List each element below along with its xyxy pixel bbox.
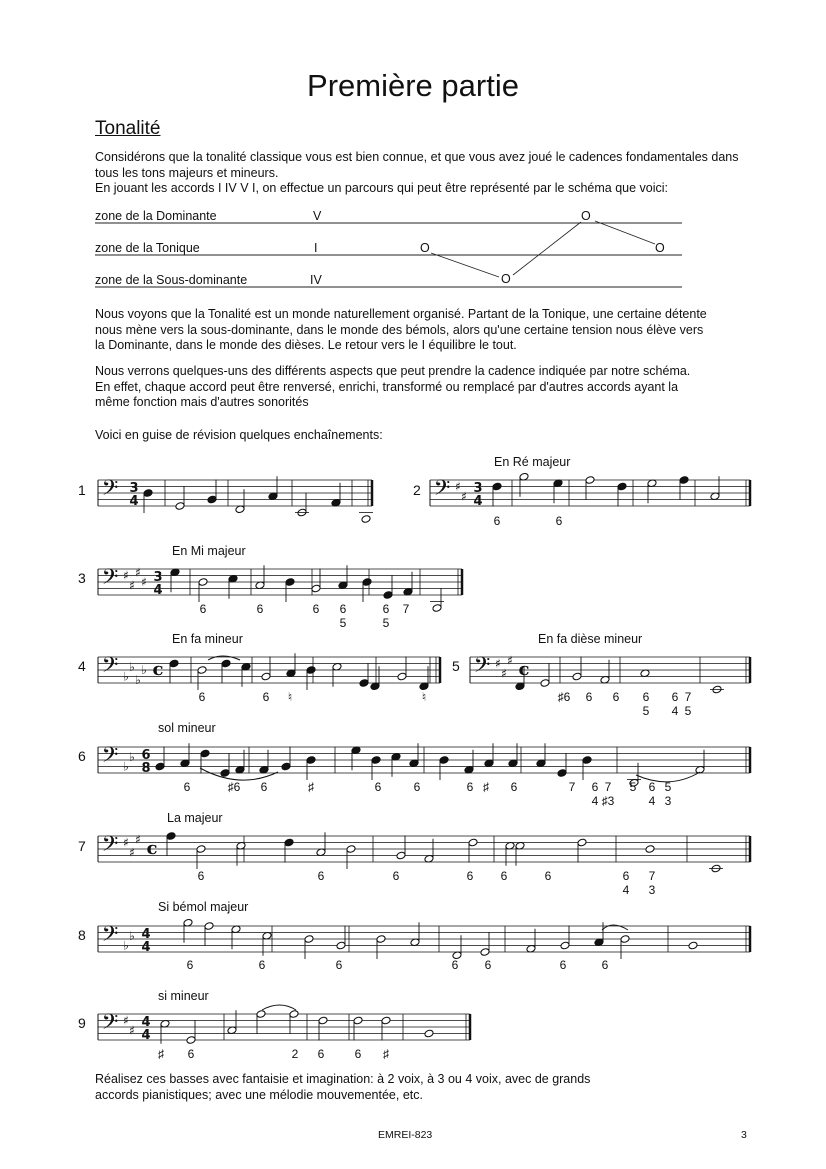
time-signature-bottom: 4	[153, 583, 163, 598]
half-note	[336, 941, 346, 950]
half-note	[397, 672, 407, 681]
degree-iv: IV	[310, 273, 322, 287]
figured-bass-number: 6	[484, 958, 492, 972]
half-note	[468, 838, 478, 847]
half-note	[381, 1016, 391, 1025]
figured-bass-number: 6 4	[591, 780, 599, 808]
sharp-icon: ♯	[455, 479, 461, 494]
page-title: Première partie	[307, 68, 519, 103]
figured-bass-number: 6	[466, 780, 474, 794]
figured-bass-number: 6	[198, 690, 206, 704]
half-note	[256, 1010, 266, 1019]
degree-i: I	[314, 241, 318, 255]
figured-bass-number: 6	[559, 958, 567, 972]
example-number: 3	[78, 570, 86, 586]
figured-bass-number: 6	[510, 780, 518, 794]
figured-bass-number: ♯	[383, 1047, 389, 1061]
flat-icon: ♭	[123, 938, 129, 953]
text-line: Considérons que la tonalité classique vous est bien connue, et que vous avez joué le cadences fondamentales dans	[95, 150, 739, 164]
sharp-icon: ♯	[123, 1013, 129, 1028]
half-note	[311, 584, 321, 593]
closing-paragraph	[95, 1072, 755, 1103]
sharp-icon: ♯	[123, 568, 129, 583]
text-line: En jouant les accords I IV V I, on effectue un parcours qui peut être représenté par le schéma que voici:	[95, 181, 669, 195]
half-note	[572, 672, 582, 681]
bass-clef-icon: 𝄢	[473, 653, 491, 683]
figured-bass-number: 6	[354, 1047, 362, 1061]
figured-bass-number: 7	[568, 780, 576, 794]
sharp-icon: ♯	[123, 835, 129, 850]
figured-bass-number: 6	[392, 869, 400, 883]
figured-bass-number: 6	[262, 690, 270, 704]
figured-bass-number: ♯6	[227, 780, 241, 794]
example-number: 1	[78, 482, 86, 498]
sharp-icon: ♯	[135, 565, 141, 580]
figured-bass-number: 6	[555, 514, 563, 528]
quarter-note	[143, 489, 153, 498]
example-key-label: En fa dièse mineur	[538, 632, 643, 646]
text-line: Réalisez ces basses avec fantaisie et imagination: à 2 voix, à 3 ou 4 voix, avec de grands	[95, 1072, 591, 1086]
bass-clef-icon: 𝄢	[101, 922, 119, 952]
bass-clef-icon: 𝄢	[101, 653, 119, 683]
figured-bass-number: 6	[317, 1047, 325, 1061]
quarter-note	[207, 495, 217, 504]
zone-dominante-label: zone de la Dominante	[95, 209, 217, 223]
figured-bass-number: 7 ♯3	[601, 780, 615, 808]
common-time-icon: c	[146, 838, 158, 859]
text-line: Nous voyons que la Tonalité est un monde naturellement organisé. Partant de la Tonique, une certaine détente	[95, 307, 707, 321]
half-note	[620, 935, 630, 944]
text-line: accords pianistiques; avec une mélodie mouvementée, etc.	[95, 1087, 423, 1102]
quarter-note	[383, 591, 393, 600]
whole-note	[361, 515, 371, 524]
figured-bass-number: ♮	[287, 690, 293, 704]
flat-icon: ♭	[129, 928, 135, 943]
figured-bass-number: 6	[258, 958, 266, 972]
time-signature-top: 3	[129, 481, 139, 496]
quarter-note	[166, 832, 176, 841]
quarter-note	[306, 756, 316, 765]
flat-icon: ♭	[129, 749, 135, 764]
half-note	[560, 941, 570, 950]
figured-bass-number: 6	[183, 780, 191, 794]
figured-bass-number: 7	[402, 602, 410, 616]
figured-bass-number: 6	[544, 869, 552, 883]
example-key-label: En fa mineur	[172, 632, 243, 646]
flat-icon: ♭	[129, 659, 135, 674]
figured-bass-number: ♯6	[557, 690, 571, 704]
half-note	[198, 578, 208, 587]
time-signature-bottom: 4	[141, 1028, 151, 1043]
quarter-note	[221, 659, 231, 668]
figured-bass-number: 6	[500, 869, 508, 883]
half-note	[261, 672, 271, 681]
figured-bass-number: 2	[291, 1047, 299, 1061]
bass-clef-icon: 𝄢	[433, 476, 451, 506]
figured-bass-number: 5	[629, 780, 637, 794]
half-note	[577, 838, 587, 847]
page-number: 3	[741, 1129, 747, 1141]
zone-tonique-label: zone de la Tonique	[95, 241, 200, 255]
half-note	[204, 922, 214, 931]
figured-bass-number: 6	[601, 958, 609, 972]
figured-bass-number: 6	[413, 780, 421, 794]
half-note	[196, 845, 206, 854]
half-note	[289, 1010, 299, 1019]
quarter-note	[284, 838, 294, 847]
half-note	[376, 935, 386, 944]
example-key-label: En Mi majeur	[172, 544, 246, 558]
common-time-icon: c	[152, 659, 164, 680]
half-note	[396, 851, 406, 860]
figured-bass-number: 6 5	[339, 602, 347, 630]
flat-icon: ♭	[123, 759, 129, 774]
text-line: la Dominante, dans le monde des dièses. Le retour vers le I équilibre le tout.	[95, 338, 517, 352]
half-note	[480, 948, 490, 957]
figured-bass-number: 6	[335, 958, 343, 972]
figured-bass-number: 6	[374, 780, 382, 794]
bass-clef-icon: 𝄢	[101, 743, 119, 773]
half-note	[186, 1036, 196, 1045]
figured-bass-number: 7 3	[648, 869, 656, 897]
quarter-note	[220, 769, 230, 778]
quarter-note	[492, 482, 502, 491]
figured-bass-number: 6 4	[648, 780, 656, 808]
sharp-icon: ♯	[135, 832, 141, 847]
example-number: 7	[78, 838, 86, 854]
example-number: 5	[452, 658, 460, 674]
half-note	[197, 666, 207, 675]
example-number: 6	[78, 748, 86, 764]
schema-marker: O	[501, 272, 511, 286]
schema-marker: O	[581, 209, 591, 223]
time-signature-top: 3	[473, 481, 483, 496]
quarter-note	[439, 756, 449, 765]
common-time-icon: c	[518, 659, 530, 680]
example-number: 4	[78, 658, 86, 674]
footer-code: EMREI-823	[378, 1129, 433, 1141]
half-note	[175, 502, 185, 511]
degree-v: V	[313, 209, 322, 223]
sharp-icon: ♯	[501, 666, 507, 681]
figured-bass-number: 6	[199, 602, 207, 616]
zone-sous-dominante-label: zone de la Sous-dominante	[95, 273, 248, 287]
time-signature-bottom: 4	[129, 494, 139, 509]
example-number: 2	[413, 482, 421, 498]
figured-bass-number: 6 5	[642, 690, 650, 718]
example-key-label: Si bémol majeur	[158, 900, 249, 914]
figured-bass-number: 6 5	[382, 602, 390, 630]
quarter-note	[155, 762, 165, 771]
figured-bass-number: 6	[585, 690, 593, 704]
figured-bass-number: 6	[493, 514, 501, 528]
quarter-note	[362, 578, 372, 587]
bass-clef-icon: 𝄢	[101, 565, 119, 595]
figured-bass-number: 6	[466, 869, 474, 883]
half-note	[353, 1016, 363, 1025]
figured-bass-number: 6	[186, 958, 194, 972]
figured-bass-number: 6 4	[671, 690, 679, 718]
time-signature-bottom: 4	[141, 940, 151, 955]
figured-bass-number: 6	[451, 958, 459, 972]
figured-bass-number: 5 3	[664, 780, 672, 808]
figured-bass-number: ♮	[421, 690, 427, 704]
half-note	[318, 1016, 328, 1025]
flat-icon: ♭	[141, 663, 147, 677]
quarter-note	[200, 749, 210, 758]
sharp-icon: ♯	[495, 656, 501, 671]
whole-note	[688, 941, 698, 950]
text-line: Nous verrons quelques-uns des différents aspects que peut prendre la cadence indiquée par notre schéma.	[95, 364, 691, 378]
example-key-label: En Ré majeur	[494, 455, 571, 469]
sharp-icon: ♯	[141, 575, 147, 589]
text-line: nous mène vers la sous-dominante, dans le monde des bémols, alors qu'une certaine tension nous élève vers	[95, 322, 704, 337]
figured-bass-number: ♯	[308, 780, 314, 794]
quarter-note	[617, 482, 627, 491]
half-note	[346, 845, 356, 854]
figured-bass-number: ♯	[483, 780, 489, 794]
quarter-note	[679, 476, 689, 485]
bass-clef-icon: 𝄢	[101, 1010, 119, 1040]
figured-bass-number: 6	[197, 869, 205, 883]
quarter-note	[306, 666, 316, 675]
sharp-icon: ♯	[461, 489, 467, 504]
quarter-note	[285, 578, 295, 587]
half-note	[540, 679, 550, 688]
quarter-note	[359, 679, 369, 688]
flat-icon: ♭	[135, 672, 141, 687]
figured-bass-number: 6 4	[622, 869, 630, 897]
quarter-note	[371, 756, 381, 765]
figured-bass-number: 6	[256, 602, 264, 616]
figured-bass-number: 6	[187, 1047, 195, 1061]
sharp-icon: ♯	[129, 1023, 135, 1038]
figured-bass-number: 7 5	[684, 690, 692, 718]
time-signature-bottom: 8	[141, 761, 151, 776]
bass-clef-icon: 𝄢	[101, 476, 119, 506]
example-key-label: si mineur	[158, 989, 209, 1003]
sharp-icon: ♯	[507, 653, 513, 668]
tie	[262, 1005, 296, 1010]
flat-icon: ♭	[123, 669, 129, 684]
section-title: Tonalité	[95, 118, 161, 139]
schema-marker: O	[655, 241, 665, 255]
time-signature-top: 4	[141, 1015, 151, 1030]
quarter-note	[582, 756, 592, 765]
text-line: tous les tons majeurs et mineurs.	[95, 165, 279, 180]
time-signature-top: 3	[153, 570, 163, 585]
example-number: 8	[78, 927, 86, 943]
time-signature-top: 4	[141, 927, 151, 942]
schema-marker: O	[420, 241, 430, 255]
time-signature-bottom: 4	[473, 494, 483, 509]
time-signature-top: 6	[141, 748, 151, 763]
example-key-label: sol mineur	[158, 721, 216, 735]
figured-bass-number: ♯	[158, 1047, 164, 1061]
quarter-note	[557, 769, 567, 778]
quarter-note	[169, 659, 179, 668]
example-number: 9	[78, 1015, 86, 1031]
half-note	[585, 476, 595, 485]
half-note	[304, 935, 314, 944]
sharp-icon: ♯	[129, 845, 135, 860]
figured-bass-number: 6	[612, 690, 620, 704]
text-line: En effet, chaque accord peut être renversé, enrichi, transformé ou remplacé par d'autres accords ayant la	[95, 379, 679, 394]
bass-clef-icon: 𝄢	[101, 832, 119, 862]
figured-bass-number: 6	[312, 602, 320, 616]
half-note	[432, 604, 442, 613]
figured-bass-number: 6	[317, 869, 325, 883]
whole-note	[645, 845, 655, 854]
example-key-label: La majeur	[167, 811, 223, 825]
text-line: même fonction mais d'autres sonorités	[95, 395, 309, 409]
whole-note	[424, 1029, 434, 1038]
figured-bass-number: 6	[260, 780, 268, 794]
sharp-icon: ♯	[129, 578, 135, 593]
paragraph-4: Voici en guise de révision quelques enchaînements:	[95, 428, 383, 442]
quarter-note	[281, 762, 291, 771]
